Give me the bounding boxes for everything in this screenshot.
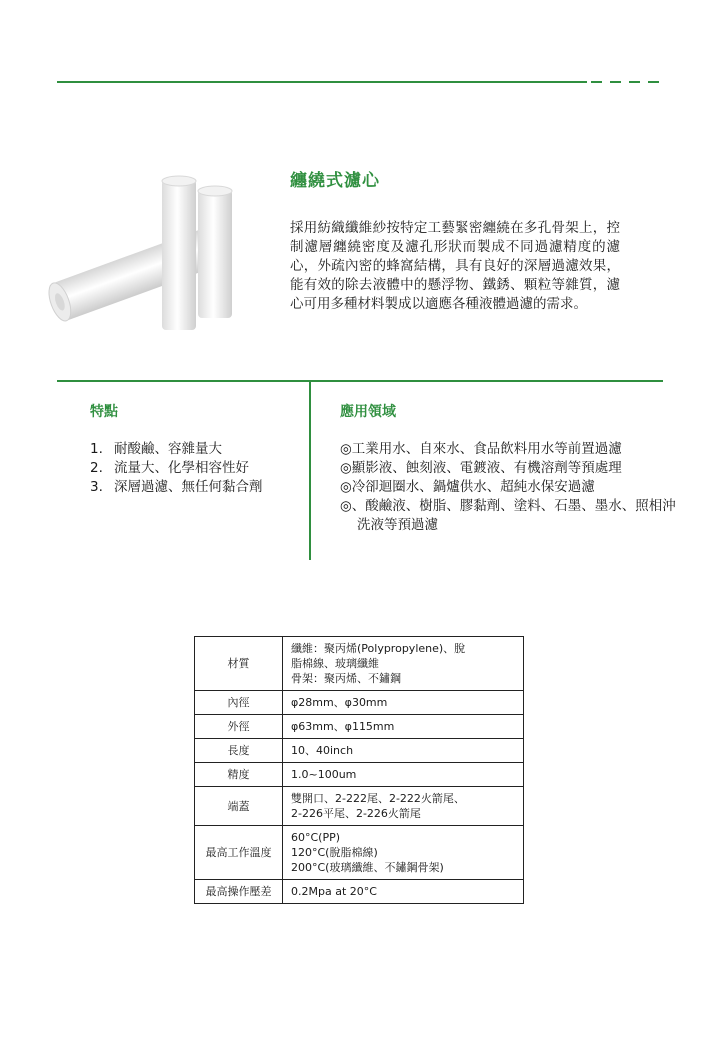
table-row [195, 763, 524, 787]
section-divider [57, 380, 663, 382]
list-text: 深層過濾、無任何黏合劑 [114, 479, 263, 495]
applications-heading: 應用領域 [340, 404, 396, 420]
product-description: 採用紡織纖維紗按特定工藝緊密纏繞在多孔骨架上，控制濾層纏繞密度及濾孔形狀而製成不同過濾精度的濾心，外疏內密的蜂窩結構，具有良好的深層過濾效果，能有效的除去液體中的懸浮物、鐵銹、顆粒等雜質，濾心可用多種材料製成以適應各種液體過濾的需求。 [290, 220, 620, 312]
table-row [195, 691, 524, 715]
list-number: 1. [90, 441, 103, 457]
table-row [195, 826, 524, 880]
spec-label: 材質 [195, 637, 283, 691]
spec-value: 10、40inch [283, 739, 524, 763]
product-title: 纏繞式濾心 [290, 171, 380, 191]
spec-label: 內徑 [195, 691, 283, 715]
spec-label: 精度 [195, 763, 283, 787]
applications-list [340, 440, 685, 535]
list-text: 流量大、化學相容性好 [114, 460, 249, 476]
filter-cartridge-image [40, 170, 270, 340]
list-number: 3. [90, 479, 103, 495]
list-item: ◎冷卻迴圈水、鍋爐供水、超純水保安過濾 [340, 479, 595, 495]
table-row [195, 637, 524, 691]
list-number: 2. [90, 460, 103, 476]
spec-label: 端蓋 [195, 787, 283, 826]
features-heading: 特點 [90, 404, 118, 420]
table-row [195, 739, 524, 763]
spec-value: 60°C(PP) 120°C(脫脂棉線) 200°C(玻璃纖維、不鏽鋼骨架) [283, 826, 524, 880]
table-row [195, 880, 524, 904]
list-text: 耐酸鹼、容雜量大 [114, 441, 222, 457]
features-list [90, 440, 263, 497]
spec-label: 長度 [195, 739, 283, 763]
list-item [90, 440, 263, 459]
spec-label: 最高操作壓差 [195, 880, 283, 904]
top-divider [57, 81, 587, 83]
spec-value: φ63mm、φ115mm [283, 715, 524, 739]
list-item: ◎工業用水、自來水、食品飲料用水等前置過濾 [340, 441, 622, 457]
list-item [90, 459, 263, 478]
spec-value: φ28mm、φ30mm [283, 691, 524, 715]
spec-table [194, 636, 524, 904]
list-item [90, 478, 263, 497]
spec-value: 纖維：聚丙烯(Polypropylene)、脫 脂棉線、玻璃纖維 骨架：聚丙烯、不鏽鋼 [283, 637, 524, 691]
top-divider-dashes [591, 81, 659, 83]
list-item: ◎顯影液、蝕刻液、電鍍液、有機溶劑等預處理 [340, 460, 622, 476]
column-divider [309, 382, 311, 560]
spec-value: 雙開口、2-222尾、2-222火箭尾、 2-226平尾、2-226火箭尾 [283, 787, 524, 826]
spec-label: 最高工作溫度 [195, 826, 283, 880]
table-row [195, 787, 524, 826]
spec-value: 0.2Mpa at 20°C [283, 880, 524, 904]
table-row [195, 715, 524, 739]
spec-label: 外徑 [195, 715, 283, 739]
spec-value: 1.0~100um [283, 763, 524, 787]
list-item: ◎、酸鹼液、樹脂、膠黏劑、塗料、石墨、墨水、照相沖洗液等預過濾 [340, 498, 676, 533]
